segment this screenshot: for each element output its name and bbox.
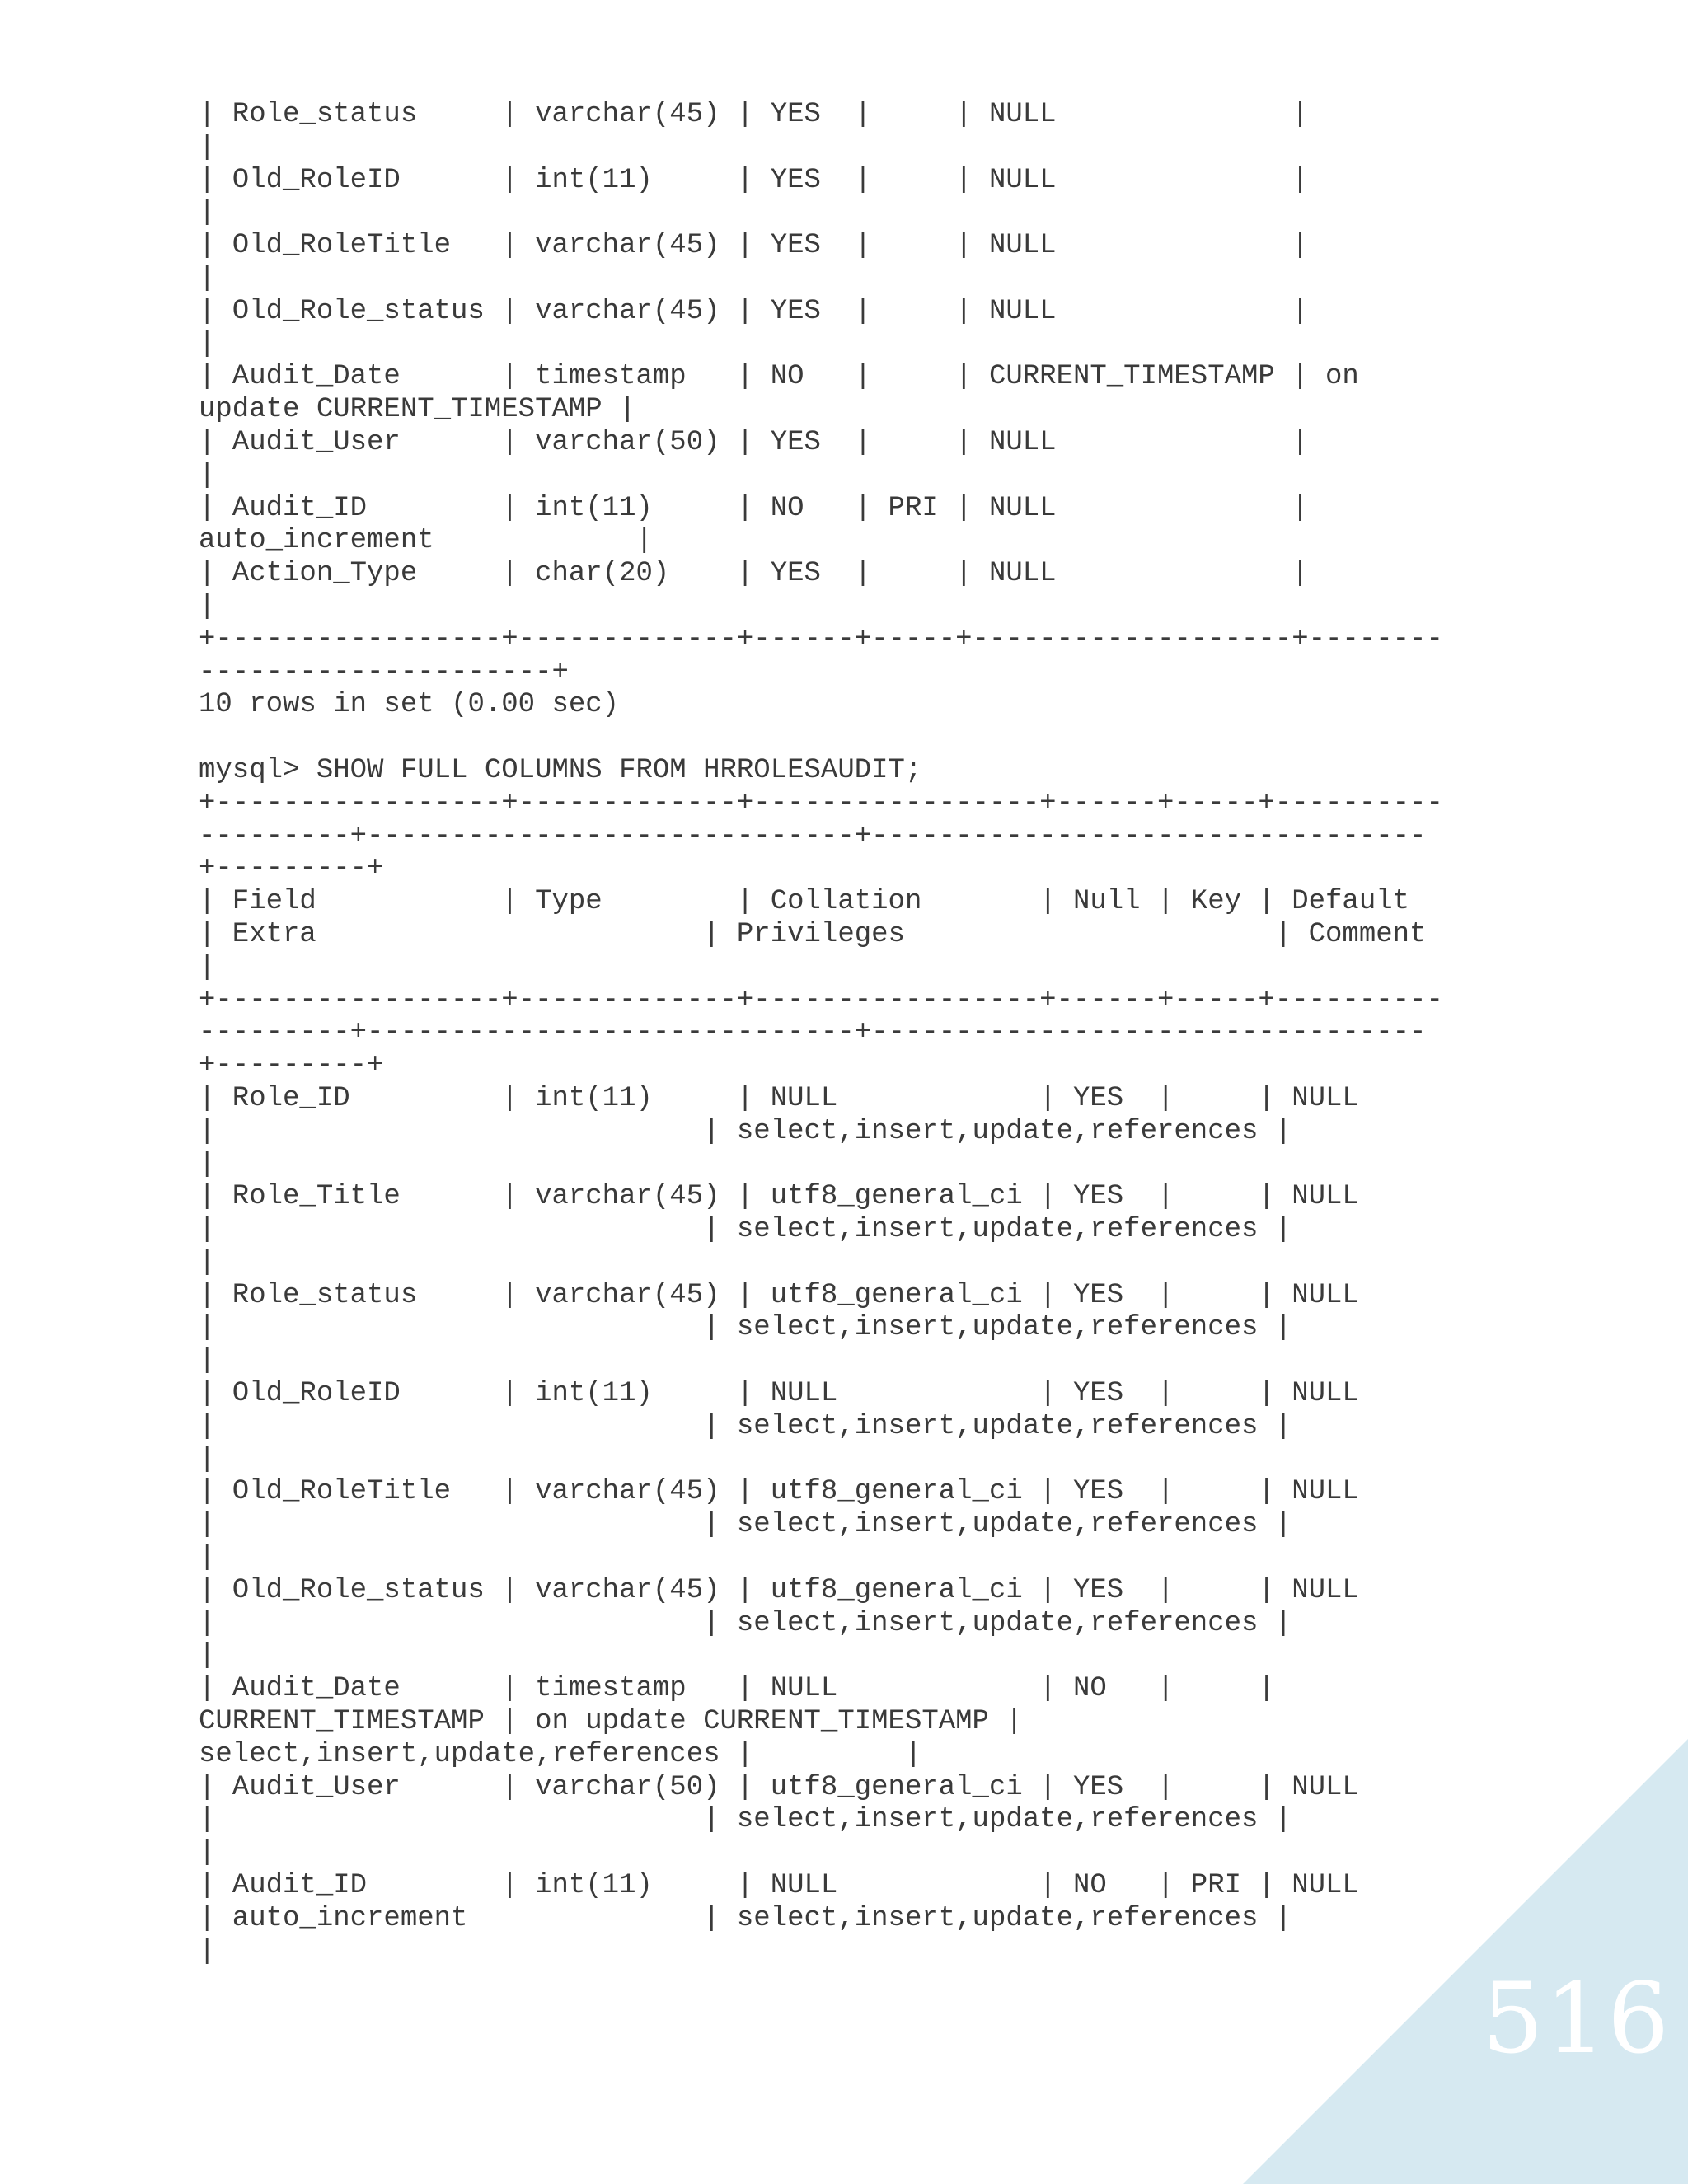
blank-line — [199, 722, 1443, 755]
listing-line: | — [199, 1837, 216, 1869]
listing-line: | Role_status | varchar(45) | utf8_general_ci | YES | | NULL — [199, 1279, 1359, 1311]
table-border-line: ---------+-----------------------------+--------------------------------- — [199, 820, 1427, 852]
row-count-line: 10 rows in set (0.00 sec) — [199, 689, 620, 721]
listing-line: | Role_Title | varchar(45) | utf8_general_ci | YES | | NULL — [199, 1181, 1359, 1213]
listing-line: | Old_RoleTitle | varchar(45) | YES | | NULL | — [199, 230, 1309, 262]
table-header-line: | Extra | Privileges | Comment — [199, 918, 1427, 950]
listing-line: | — [199, 590, 216, 622]
listing-line: | — [199, 131, 216, 163]
listing-line: | — [199, 459, 216, 491]
listing-line: | Audit_ID | int(11) | NO | PRI | NULL | — [199, 492, 1309, 524]
listing-line: | | select,insert,update,references | — [199, 1509, 1292, 1541]
listing-line: | | select,insert,update,references | — [199, 1607, 1292, 1639]
table-header-line: | — [199, 951, 216, 983]
listing-line: | — [199, 1345, 216, 1377]
listing-line: | — [199, 262, 216, 294]
sql-command-line: mysql> SHOW FULL COLUMNS FROM HRROLESAUDIT; — [199, 754, 922, 786]
table-border-line: ---------+-----------------------------+--------------------------------- — [199, 1017, 1427, 1049]
listing-line: | Role_status | varchar(45) | YES | | NULL | — [199, 99, 1309, 130]
listing-line: update CURRENT_TIMESTAMP | — [199, 394, 636, 426]
listing-line: | | select,insert,update,references | — [199, 1410, 1292, 1442]
listing-line: | Audit_Date | timestamp | NULL | NO | | — [199, 1673, 1275, 1705]
listing-line: | — [199, 1148, 216, 1180]
listing-line: | | select,insert,update,references | — [199, 1214, 1292, 1246]
table-border-line: ---------------------+ — [199, 656, 569, 688]
listing-line: | | select,insert,update,references | — [199, 1804, 1292, 1836]
listing-line: | Audit_User | varchar(50) | YES | | NULL | — [199, 426, 1309, 458]
table-border-line: +---------+ — [199, 853, 384, 885]
listing-line: | Old_RoleTitle | varchar(45) | utf8_general_ci | YES | | NULL — [199, 1476, 1359, 1508]
listing-line: CURRENT_TIMESTAMP | on update CURRENT_TIMESTAMP | — [199, 1706, 1023, 1738]
listing-line: | Audit_User | varchar(50) | utf8_general_ci | YES | | NULL — [199, 1771, 1359, 1803]
listing-line: | — [199, 1640, 216, 1672]
listing-line: | — [199, 328, 216, 360]
listing-line: | Audit_Date | timestamp | NO | | CURRENT_TIMESTAMP | on — [199, 361, 1359, 393]
page-number: 516 — [1482, 1961, 1671, 2075]
table-header-line: | Field | Type | Collation | Null | Key | Default — [199, 886, 1410, 918]
table-border-line: +-----------------+-------------+------+-----+-------------------+-------- — [199, 623, 1443, 655]
listing-line: | Old_RoleID | int(11) | YES | | NULL | — [199, 164, 1309, 196]
listing-line: | Role_ID | int(11) | NULL | YES | | NULL — [199, 1082, 1359, 1114]
listing-line: | Old_Role_status | varchar(45) | utf8_general_ci | YES | | NULL — [199, 1574, 1359, 1606]
listing-line: | — [199, 1246, 216, 1278]
table-border-line: +---------+ — [199, 1050, 384, 1082]
listing-line: | | select,insert,update,references | — [199, 1312, 1292, 1344]
table-border-line: +-----------------+-------------+-----------------+------+-----+---------- — [199, 787, 1443, 819]
listing-line: | Old_Role_status | varchar(45) | YES | | NULL | — [199, 295, 1309, 327]
listing-line: | Audit_ID | int(11) | NULL | NO | PRI | NULL — [199, 1870, 1359, 1902]
listing-line: | auto_increment | select,insert,update,references | — [199, 1902, 1292, 1934]
listing-line: | — [199, 197, 216, 229]
table-border-line: +-----------------+-------------+-----------------+------+-----+---------- — [199, 984, 1443, 1016]
mysql-console-listing — [199, 99, 1443, 1968]
listing-line: | Old_RoleID | int(11) | NULL | YES | | NULL — [199, 1378, 1359, 1410]
listing-line: | | select,insert,update,references | — [199, 1115, 1292, 1147]
listing-line: select,insert,update,references | | — [199, 1738, 922, 1770]
listing-line: auto_increment | — [199, 525, 653, 557]
listing-line: | Action_Type | char(20) | YES | | NULL | — [199, 558, 1309, 590]
listing-line: | — [199, 1542, 216, 1574]
listing-line: | — [199, 1935, 216, 1967]
listing-line: | — [199, 1443, 216, 1475]
